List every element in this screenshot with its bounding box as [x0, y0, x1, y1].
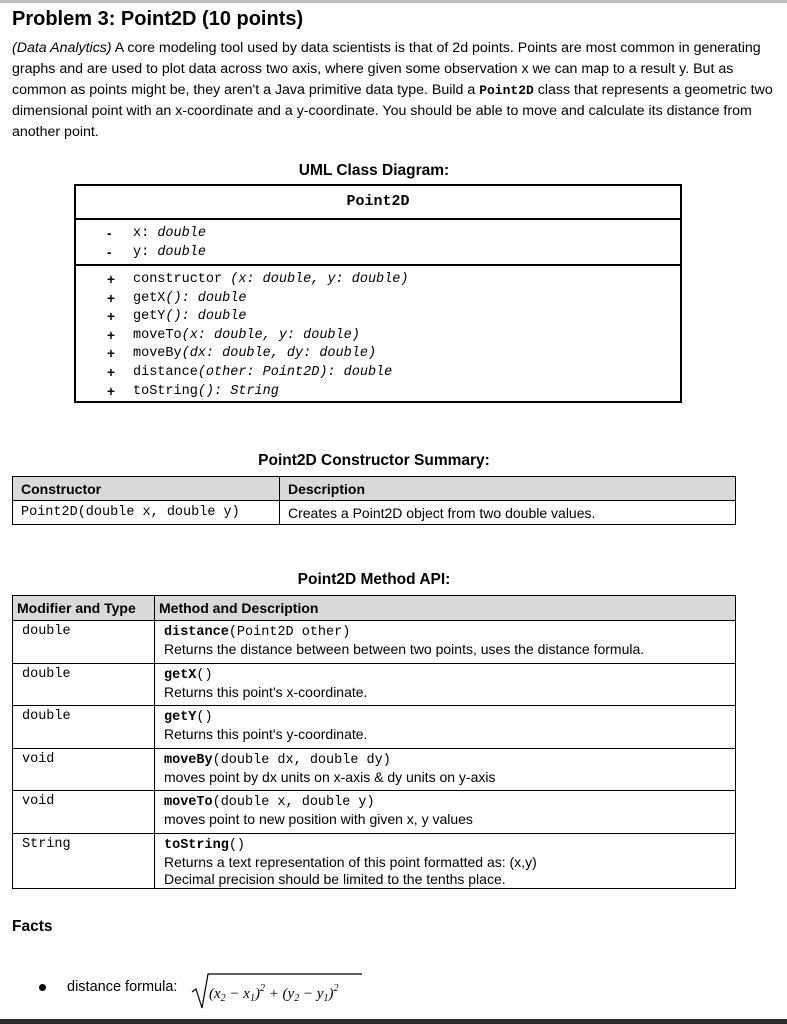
column-header-modifier: Modifier and Type — [13, 596, 155, 621]
distance-formula-label: distance formula: — [67, 979, 178, 995]
uml-method: + constructor (x: double, y: double) — [107, 272, 409, 287]
uml-method: + toString(): String — [107, 383, 279, 399]
method-api-table — [12, 595, 736, 889]
uml-method: + moveTo(x: double, y: double) — [107, 327, 360, 343]
method-api-heading: Point2D Method API: — [297, 571, 451, 588]
constructor-signature: Point2D(double x, double y) — [13, 501, 280, 525]
table-row — [13, 663, 736, 706]
method-modifier: double — [13, 621, 155, 664]
table-row — [13, 706, 736, 749]
uml-class-diagram — [74, 184, 682, 403]
table-row — [13, 748, 736, 791]
table-row — [13, 501, 736, 525]
method-cell: getY() Returns this point's y-coordinate. — [155, 706, 736, 749]
facts-heading: Facts — [12, 918, 53, 935]
constructor-summary-heading: Point2D Constructor Summary: — [258, 452, 490, 469]
bullet-icon — [39, 984, 46, 991]
distance-formula-graphic — [190, 970, 380, 1014]
method-modifier: double — [13, 663, 155, 706]
method-modifier: void — [13, 748, 155, 791]
column-header-description: Description — [280, 477, 736, 501]
uml-attribute: - y: double — [107, 244, 206, 260]
method-cell: getX() Returns this point's x-coordinate. — [155, 663, 736, 706]
table-row — [13, 621, 736, 664]
intro-lead: (Data Analytics) — [12, 40, 112, 56]
intro-text-1: A core modeling tool used by data scientists is that of 2d points. Points are most common in generating graphs and are used to plot data across two axis, where given some observation x we can map to a result y. But as common as points might be, they aren't a Java primitive data type. Build a — [12, 40, 761, 98]
table-row — [13, 791, 736, 834]
problem-title: Problem 3: Point2D (10 points) — [12, 8, 304, 30]
problem-description — [12, 38, 777, 143]
constructor-summary-table — [12, 476, 736, 525]
method-cell: distance(Point2D other) Returns the distance between between two points, uses the distance formula. — [155, 621, 736, 664]
bottom-bar — [0, 1019, 787, 1024]
uml-method: + moveBy(dx: double, dy: double) — [107, 346, 377, 362]
table-row — [13, 833, 736, 888]
uml-attribute: - x: double — [107, 226, 206, 241]
intro-class-code: Point2D — [479, 82, 534, 98]
svg-text:(x2 − x1)2 + (y2 − y1)2: $(x_2 - x_1)^2 + (y_2 - y_1)^2$ — [209, 983, 339, 1004]
uml-method: + getY(): double — [107, 309, 247, 325]
constructor-description: Creates a Point2D object from two double values. — [280, 501, 736, 525]
uml-method: + distance(other: Point2D): double — [107, 364, 393, 380]
method-modifier: double — [13, 706, 155, 749]
column-header-constructor: Constructor — [13, 477, 280, 501]
uml-class-name: Point2D — [76, 186, 680, 220]
method-cell: moveTo(double x, double y) moves point to new position with given x, y values — [155, 791, 736, 834]
method-cell: toString() Returns a text representation of this point formatted as: (x,y) Decimal precision should be limited to the tenths place. — [155, 833, 736, 888]
uml-heading: UML Class Diagram: — [298, 162, 450, 179]
column-header-method: Method and Description — [155, 596, 736, 621]
method-modifier: void — [13, 791, 155, 834]
top-divider — [0, 0, 787, 3]
method-cell: moveBy(double dx, double dy) moves point by dx units on x-axis & dy units on y-axis — [155, 748, 736, 791]
uml-methods — [76, 266, 680, 402]
intro-text-2: class that represents a geometric two dimensional point with an x-coordinate and a y-coordinate. You should be able to move and calculate its distance from another point. — [12, 81, 773, 141]
uml-attributes — [76, 220, 680, 266]
uml-method: + getX(): double — [107, 290, 247, 306]
method-modifier: String — [13, 833, 155, 888]
distance-formula — [190, 970, 380, 1014]
